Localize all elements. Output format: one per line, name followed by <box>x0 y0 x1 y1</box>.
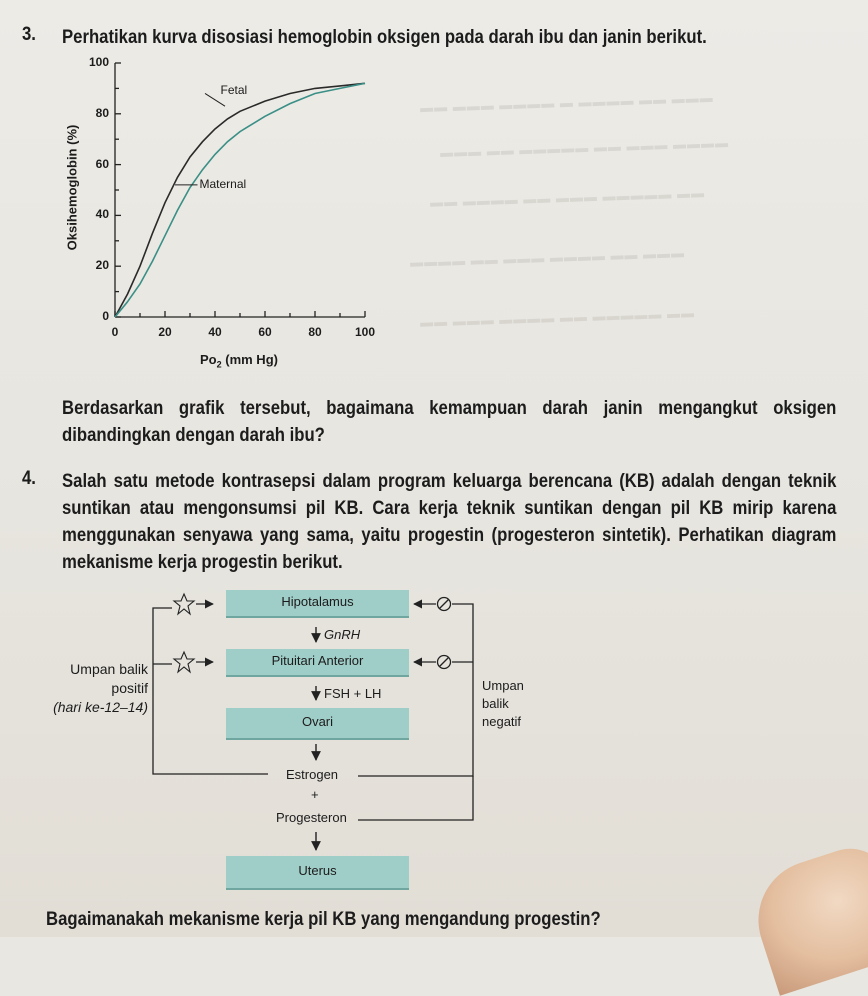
positive-feedback-line2: positif <box>111 680 148 696</box>
question-3-number: 3. <box>22 24 36 45</box>
box-ovari: Ovari <box>226 708 409 740</box>
y-tick-label: 100 <box>88 55 109 69</box>
inhibit-icon <box>438 598 451 611</box>
x-axis-label-unit: (mm Hg) <box>221 352 278 367</box>
box-pituitari-anterior: Pituitari Anterior <box>226 649 409 677</box>
y-axis-label: Oksihemoglobin (%) <box>64 124 80 251</box>
negative-feedback-line-progesteron <box>358 776 473 820</box>
box-uterus: Uterus <box>226 856 409 890</box>
bleed-through-text: ▬▬ ▬▬▬ ▬▬▬▬ ▬ ▬▬▬▬ ▬▬ ▬▬▬ <box>419 89 714 116</box>
bleed-through-text: ▬▬▬ ▬▬ ▬▬▬▬▬ ▬▬ ▬▬▬ ▬▬▬▬ <box>439 134 730 161</box>
label-estrogen: Estrogen <box>286 767 339 782</box>
negative-feedback-label <box>482 677 524 731</box>
y-tick-label: 20 <box>95 258 109 273</box>
x-axis-label-main: Po <box>200 352 217 367</box>
stimulate-star-icon <box>174 594 194 614</box>
bleed-through-text: ▬▬ ▬▬▬ ▬▬▬▬ ▬▬ ▬▬▬▬▬ ▬▬ <box>419 305 696 330</box>
box-hipotalamus: Hipotalamus <box>226 590 409 618</box>
label-fsh-lh: FSH + LH <box>324 686 382 701</box>
positive-feedback-label <box>40 660 148 717</box>
positive-feedback-line1: Umpan balik <box>70 661 148 677</box>
positive-feedback-line3: (hari ke-12–14) <box>53 699 148 715</box>
bleed-through-text: ▬▬▬▬ ▬▬ ▬▬▬ ▬▬▬▬ ▬▬ ▬▬▬ <box>409 245 686 270</box>
y-tick-label: 80 <box>95 105 109 120</box>
y-tick-label: 60 <box>95 156 109 171</box>
inhibit-icon <box>438 656 451 669</box>
label-plus: + <box>311 787 319 802</box>
question-3-text: Berdasarkan grafik tersebut, bagaimana kemampuan darah janin mengangkut oksigen dibandingkan dengan darah ibu? <box>62 398 837 446</box>
negative-feedback-line1: Umpan <box>482 678 524 693</box>
x-tick-label: 20 <box>158 325 172 339</box>
positive-feedback-line <box>153 608 268 774</box>
bleed-through-text: ▬▬ ▬▬▬▬ ▬▬ ▬▬▬ ▬▬▬▬▬ ▬▬ <box>429 185 706 210</box>
x-tick-label: 100 <box>354 325 376 339</box>
annotation-fetal: Fetal <box>220 83 248 98</box>
y-tick-label: 0 <box>102 309 109 323</box>
negative-feedback-line3: negatif <box>482 714 522 729</box>
question-4-prompt: Salah satu metode kontrasepsi dalam program keluarga berencana (KB) adalah dengan teknik suntikan atau mengonsumsi pil KB. Cara kerja teknik suntikan dengan pil KB mirip karena menggunakan senyawa yang sama, yaitu progestin (progesteron sintetik). Perhatikan diagram mekanisme kerja progestin berikut. <box>62 471 837 573</box>
question-3-prompt: Perhatikan kurva disosiasi hemoglobin oksigen pada darah ibu dan janin berikut. <box>62 27 707 48</box>
x-tick-label: 60 <box>258 325 272 339</box>
negative-feedback-line2: balik <box>482 696 509 711</box>
label-gnrh: GnRH <box>324 627 361 642</box>
annotation-maternal: Maternal <box>199 176 247 191</box>
y-tick-label: 40 <box>95 207 109 222</box>
question-4-number: 4. <box>22 468 36 489</box>
x-tick-label: 0 <box>111 325 119 339</box>
x-tick-label: 40 <box>208 325 222 339</box>
x-tick-label: 80 <box>308 325 322 339</box>
stimulate-star-icon <box>174 652 194 672</box>
label-progesteron: Progesteron <box>276 810 347 825</box>
x-axis-label-subscript: 2 <box>216 359 222 370</box>
question-4-text: Bagaimanakah mekanisme kerja pil KB yang mengandung progestin? <box>46 909 601 930</box>
